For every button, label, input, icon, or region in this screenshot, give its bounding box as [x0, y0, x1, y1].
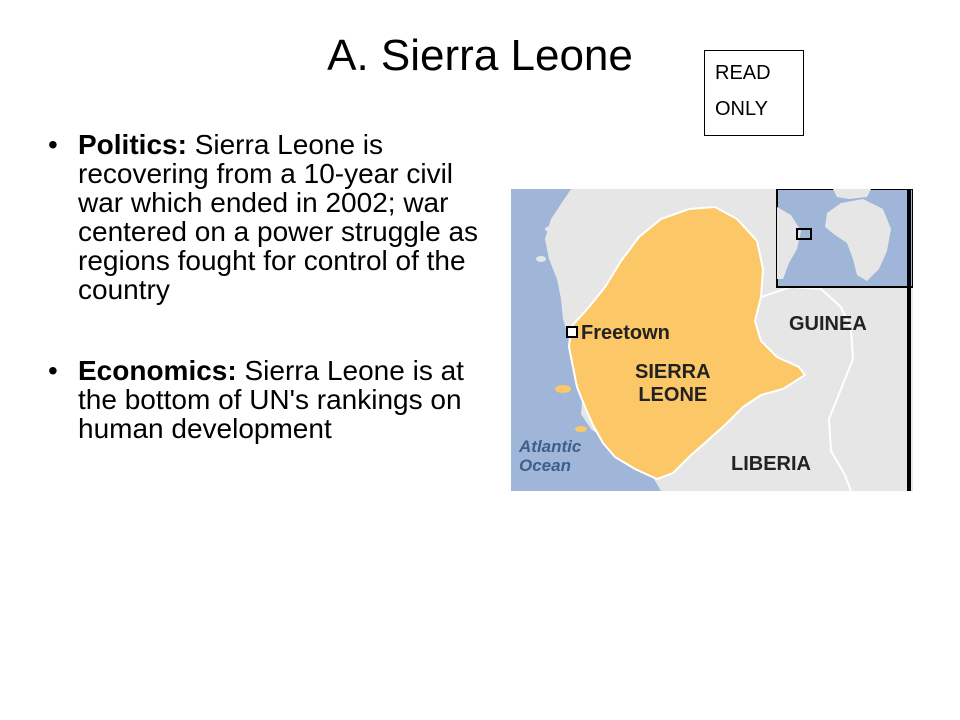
map-label-leone: LEONE	[638, 384, 708, 406]
read-only-line-1: READ	[715, 62, 771, 84]
map-label-sierra-leone	[635, 361, 711, 407]
bullet-politics	[48, 130, 488, 304]
coastal-island	[536, 256, 546, 262]
bullet-marker: •	[48, 129, 58, 160]
slide-title: A. Sierra Leone	[327, 31, 633, 80]
bullet-text: Sierra Leone is recovering from a 10-year civil war which ended in 2002; war centered on a power struggle as regions fought for control of the country	[78, 129, 479, 305]
bullet-marker: •	[48, 355, 58, 386]
map-label-freetown: Freetown	[581, 322, 670, 344]
bullet-heading: Economics:	[78, 355, 237, 386]
read-only-box	[704, 50, 804, 136]
bullet-economics	[48, 356, 488, 443]
coastal-island	[545, 226, 557, 232]
read-only-line-2: ONLY	[715, 98, 768, 120]
bullet-text: Sierra Leone is at the bottom of UN's rankings on human development	[78, 355, 464, 444]
bullet-list	[48, 130, 488, 495]
map-label-guinea: GUINEA	[789, 313, 867, 335]
map-label-ocean-word: Ocean	[519, 456, 571, 475]
map-label-sierra: SIERRA	[635, 361, 711, 383]
freetown-marker	[567, 327, 577, 337]
bullet-heading: Politics:	[78, 129, 187, 160]
sierra-leone-map	[511, 189, 913, 491]
inset-map	[777, 189, 913, 287]
coastal-island	[575, 426, 587, 432]
map-label-ocean	[519, 437, 581, 475]
map-label-atlantic: Atlantic	[519, 437, 582, 456]
map-edge	[907, 189, 911, 491]
coastal-island	[555, 385, 571, 393]
map-label-liberia: LIBERIA	[731, 453, 811, 475]
